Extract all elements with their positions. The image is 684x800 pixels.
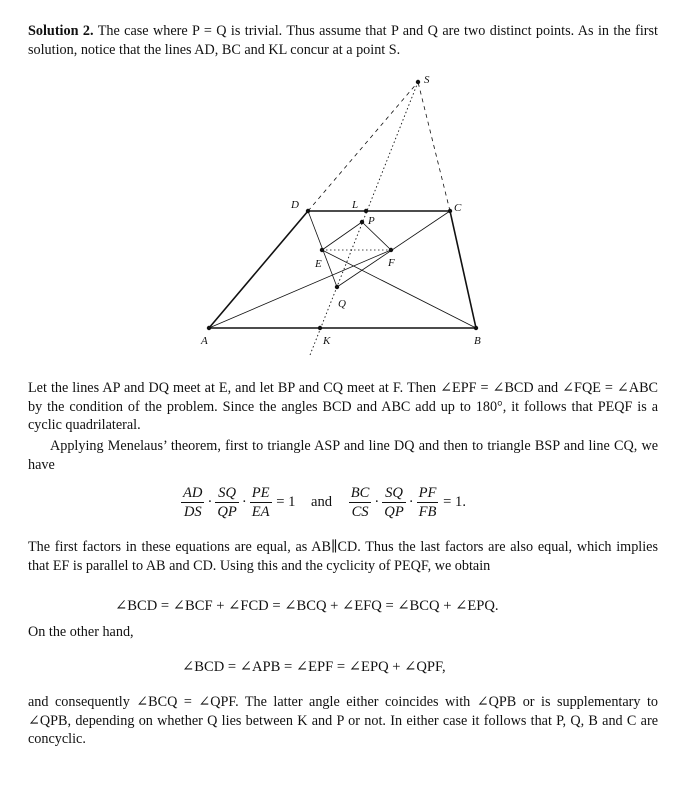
- point-p: [360, 220, 364, 224]
- line-cq: [337, 211, 450, 287]
- point-q: [335, 285, 339, 289]
- label-a: A: [201, 335, 208, 347]
- label-p: P: [368, 215, 375, 227]
- line-ap: [209, 250, 391, 328]
- point-l: [364, 209, 368, 213]
- paragraph-3: The first factors in these equations are equal, as AB∥CD. Thus the last factors are also equal, which implies that EF is parallel to AB and CD. Using this and the cyclicity of PEQF, we obtain: [28, 539, 658, 574]
- line-pe: [322, 222, 362, 250]
- point-a: [207, 326, 211, 330]
- label-d: D: [291, 199, 299, 211]
- fraction: $\frac{PE}{EA}$: [251, 485, 270, 520]
- fraction: $\frac{BC}{CS}$: [350, 485, 370, 520]
- line-ds: [308, 82, 418, 211]
- label-k: K: [323, 335, 331, 347]
- point-e: [320, 248, 324, 252]
- line-cs: [418, 82, 450, 211]
- label-l: L: [352, 199, 359, 211]
- label-c: C: [454, 202, 462, 214]
- point-d: [306, 209, 310, 213]
- point-s: [416, 80, 420, 84]
- point-b: [474, 326, 478, 330]
- point-f: [389, 248, 393, 252]
- label-b: B: [474, 335, 481, 347]
- solution-heading: Solution 2.: [28, 23, 94, 39]
- line-bp: [322, 250, 476, 328]
- connector-and: and: [311, 494, 333, 510]
- equation-1: ∠BCD = ∠BCF + ∠FCD = ∠BCQ + ∠EFQ = ∠BCQ + ∠EPQ.: [115, 598, 499, 614]
- fraction: $\frac{SQ}{QP}$: [384, 485, 404, 520]
- intro-text: The case where P = Q is trivial. Thus assume that P and Q are two distinct points. As in the first solution, notice that the lines AD, BC and KL concur at a point S.: [28, 23, 658, 58]
- fraction: $\frac{AD}{DS}$: [183, 485, 203, 520]
- segment-ad: [209, 211, 308, 328]
- paragraph-1: Let the lines AP and DQ meet at E, and let BP and CQ meet at F. Then ∠EPF = ∠BCD and ∠FQE = ∠ABC by the condition of the problem. Since the angles BCD and ABC add up to 180°, it follows that PEQF is a cyclic quadrilateral.: [28, 380, 658, 433]
- label-f: F: [388, 257, 395, 269]
- label-e: E: [315, 258, 322, 270]
- fraction: $\frac{SQ}{QP}$: [217, 485, 237, 520]
- solution-intro: [28, 22, 658, 59]
- paragraph-4: On the other hand,: [28, 624, 134, 640]
- menelaus-equations: $\frac{AD}{DS}$ · $\frac{SQ}{QP}$ · $\frac{PE}{EA}$ = 1 and $\frac{BC}{CS}$ · $\frac{SQ}{QP}$ · $\frac{PF}{FB}$ = 1.: [183, 485, 466, 520]
- line-ks: [310, 82, 418, 355]
- point-k: [318, 326, 322, 330]
- rhs-left: = 1: [276, 494, 296, 510]
- segment-cb: [450, 211, 476, 328]
- rhs-right: = 1.: [443, 494, 466, 510]
- geometry-figure: [0, 70, 684, 390]
- point-c: [448, 209, 452, 213]
- equation-2: ∠BCD = ∠APB = ∠EPF = ∠EPQ + ∠QPF,: [182, 659, 446, 675]
- label-s: S: [424, 74, 430, 86]
- line-pf: [362, 222, 391, 250]
- paragraph-5: and consequently ∠BCQ = ∠QPF. The latter angle either coincides with ∠QPB or is supplementary to ∠QPB, depending on whether Q lies between K and P or not. In either case it follows that P, Q, B and C are concyclic.: [28, 694, 658, 747]
- paragraph-2: Applying Menelaus’ theorem, first to triangle ASP and line DQ and then to triangle BSP and line CQ, we have: [28, 438, 658, 473]
- label-q: Q: [338, 298, 346, 310]
- fraction: $\frac{PF}{FB}$: [418, 485, 437, 520]
